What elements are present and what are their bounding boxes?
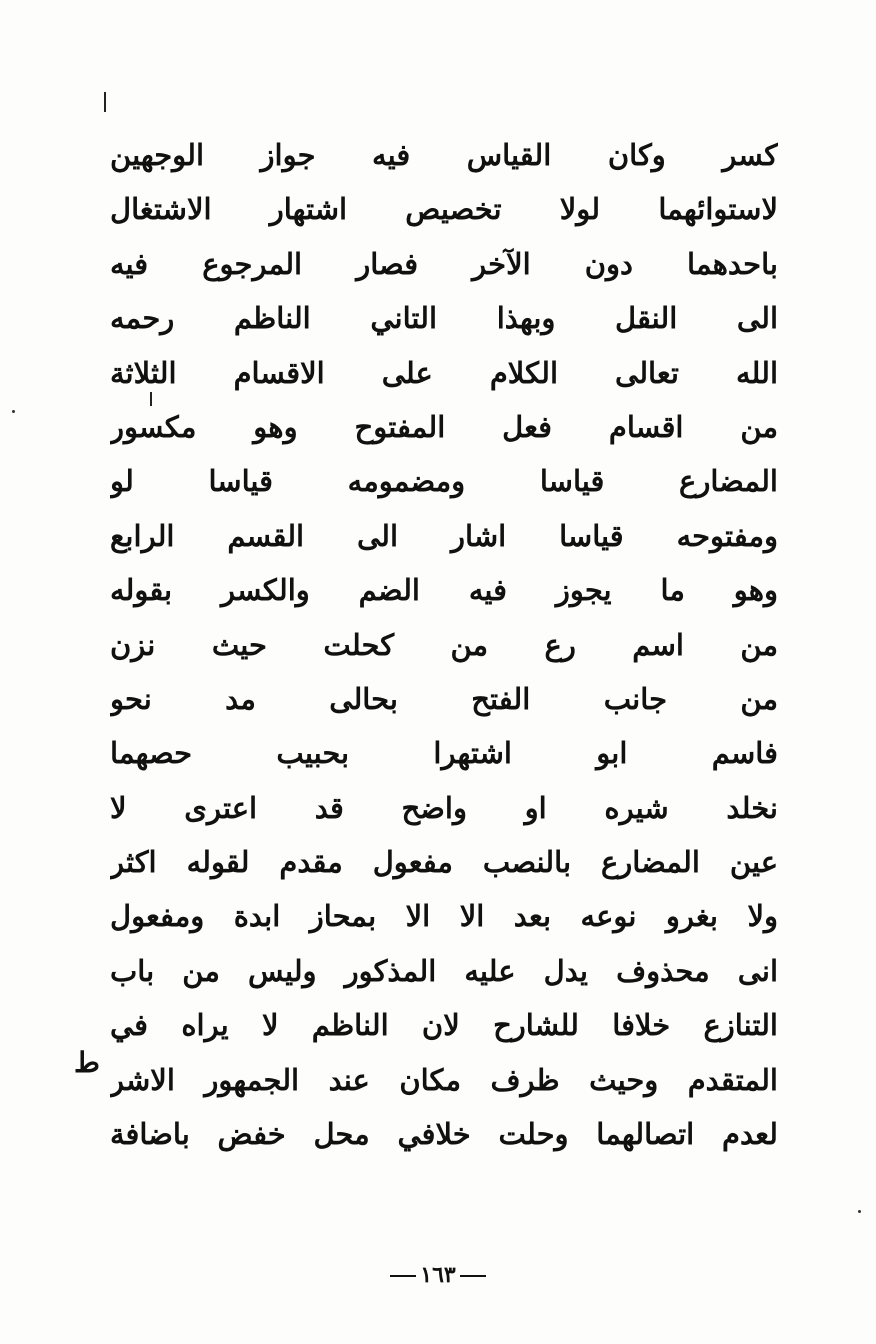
text-line-14: عين المضارع بالنصب مفعول مقدم لقوله اكثر [110, 845, 778, 880]
text-line-1: كسر وكان القياس فيه جواز الوجهين [110, 138, 778, 172]
text-line-8: ومفتوحه قياسا اشار الى القسم الرابع [110, 518, 778, 553]
text-line-15: ولا بغرو نوعه بعد الا الا بمحاز ابدة ومفعول [110, 899, 778, 934]
text-line-16: انى محذوف يدل عليه المذكور وليس من باب [110, 953, 778, 988]
text-line-18: المتقدم وحيث ظرف مكان عند الجمهور الاشر [110, 1062, 778, 1097]
page-number-footer [0, 1262, 876, 1288]
text-line-4: الى النقل وبهذا التاني الناظم رحمه [110, 301, 778, 336]
paper-speck [12, 410, 15, 413]
page-number: ١٦٣ [420, 1262, 456, 1288]
manuscript-text-block [110, 128, 778, 1161]
text-line-17: التنازع خلافا للشارح لان الناظم لا يراه في [110, 1008, 778, 1043]
paper-speck [858, 1210, 861, 1213]
text-line-6: من اقسام فعل المفتوح وهو مكسور [110, 409, 778, 444]
page-number-dash [390, 1275, 416, 1277]
text-line-11: من جانب الفتح بحالى مد نحو [110, 681, 778, 716]
margin-note: ط [74, 1046, 100, 1079]
text-line-9: وهو ما يجوز فيه الضم والكسر بقوله [110, 573, 778, 608]
text-line-5: الله تعالى الكلام على الاقسام الثلاثة [110, 355, 778, 390]
text-line-13: نخلد شيره او واضح قد اعترى لا [110, 790, 778, 825]
text-line-2: لاستوائهما لولا تخصيص اشتهار الاشتغال [110, 192, 778, 227]
text-line-10: من اسم رع من كحلت حيث نزن [110, 627, 778, 662]
page-number-dash [460, 1275, 486, 1277]
text-line-7: المضارع قياسا ومضمومه قياسا لو [110, 464, 778, 499]
margin-tick-mark [104, 92, 106, 112]
text-line-19: لعدم اتصالهما وحلت خلافي محل خفض باضافة [110, 1117, 778, 1152]
text-line-12: فاسم ابو اشتهرا بحبيب حصهما [110, 736, 778, 771]
text-line-3: باحدهما دون الآخر فصار المرجوع فيه [110, 246, 778, 281]
